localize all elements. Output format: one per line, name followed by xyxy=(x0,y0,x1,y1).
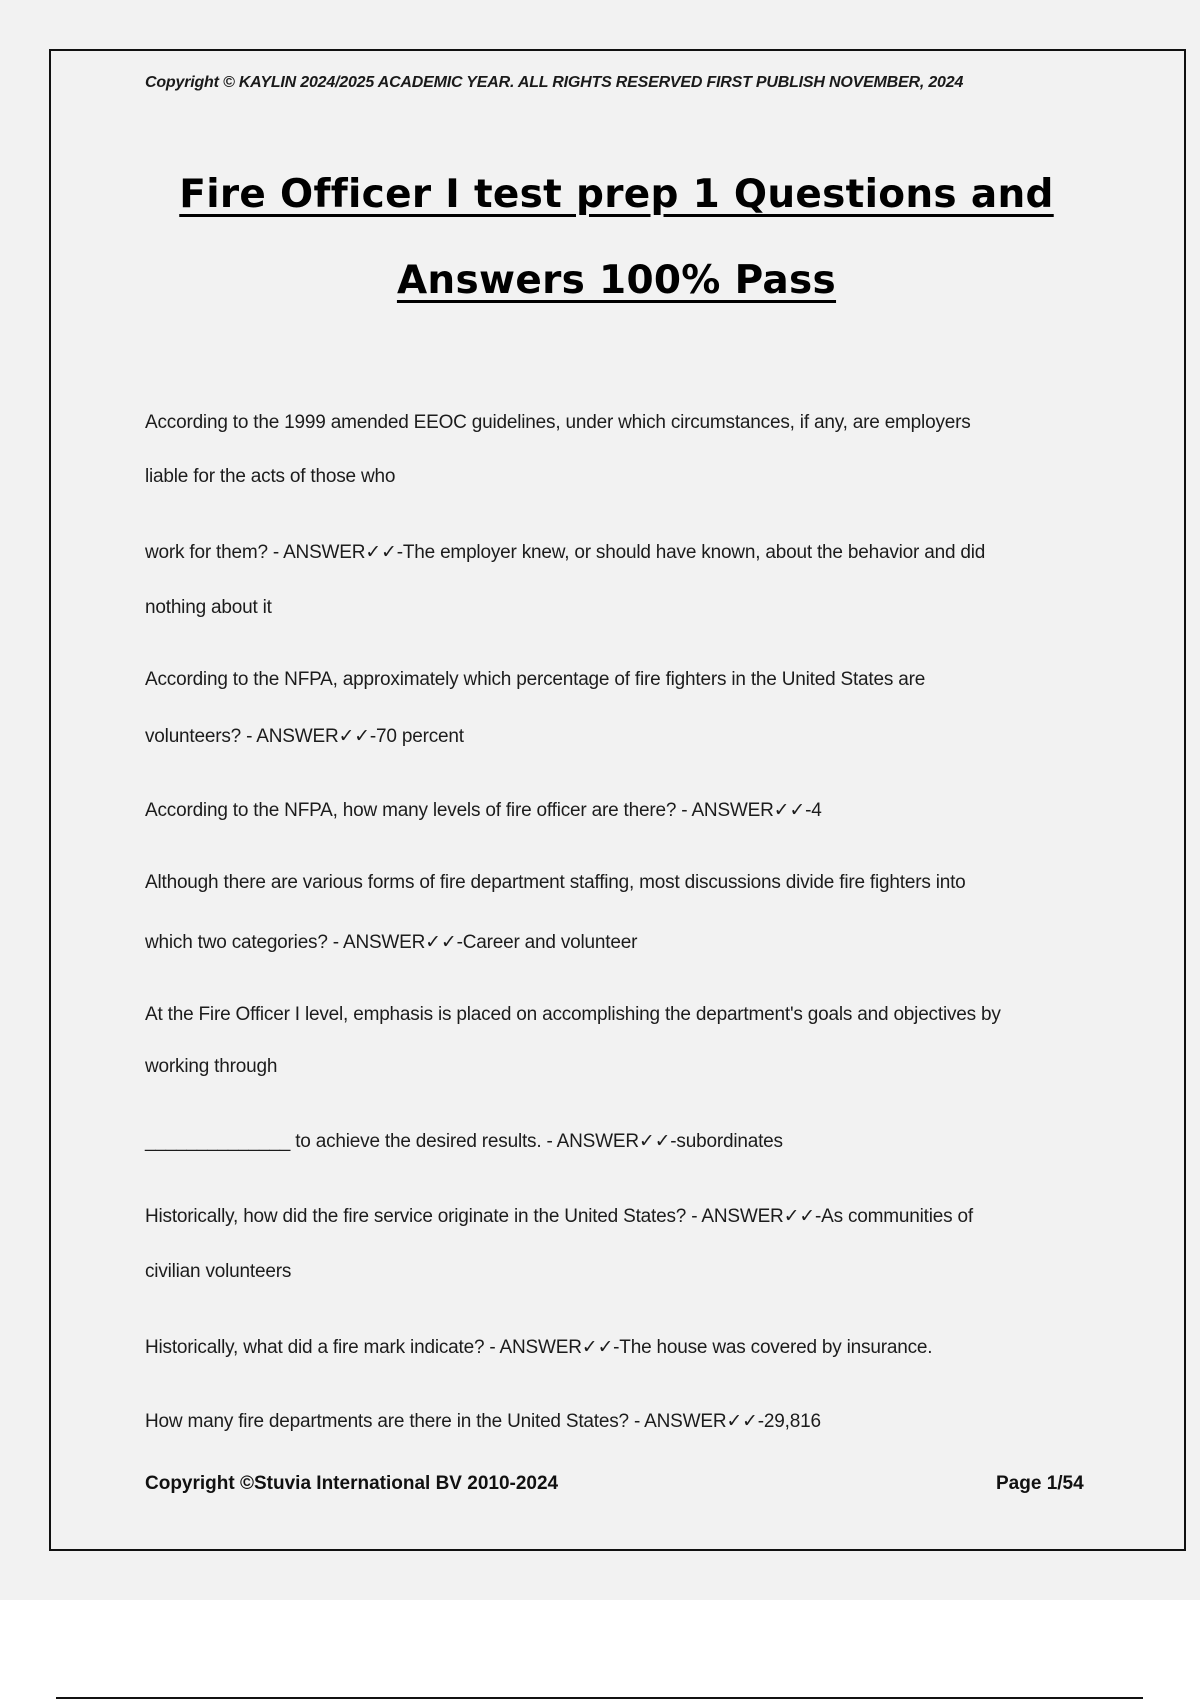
body-line: Historically, what did a fire mark indicate? - ANSWER✓✓-The house was covered by insurance. xyxy=(145,1337,933,1358)
body-line: working through xyxy=(145,1056,278,1077)
body-line: According to the NFPA, approximately which percentage of fire fighters in the United States are xyxy=(145,669,926,690)
body-line: ______________ to achieve the desired results. - ANSWER✓✓-subordinates xyxy=(145,1131,783,1152)
document-title-line-2: Answers 100% Pass xyxy=(396,258,837,303)
footer-copyright: Copyright ©Stuvia International BV 2010-2024 xyxy=(145,1473,559,1494)
body-line: nothing about it xyxy=(145,597,272,618)
body-line: At the Fire Officer I level, emphasis is placed on accomplishing the department's goals and objectives by xyxy=(145,1004,1001,1025)
body-line: work for them? - ANSWER✓✓-The employer knew, or should have known, about the behavior and did xyxy=(145,542,986,563)
header-copyright: Copyright © KAYLIN 2024/2025 ACADEMIC YEAR. ALL RIGHTS RESERVED FIRST PUBLISH NOVEMBER, 2024 xyxy=(145,74,964,91)
body-line: Historically, how did the fire service originate in the United States? - ANSWER✓✓-As communities of xyxy=(145,1206,973,1227)
body-line: How many fire departments are there in the United States? - ANSWER✓✓-29,816 xyxy=(145,1411,821,1432)
document-title-line-1: Fire Officer I test prep 1 Questions and xyxy=(179,172,1054,217)
page-number: Page 1/54 xyxy=(996,1473,1084,1494)
next-page-divider xyxy=(56,1697,1143,1699)
body-line: Although there are various forms of fire department staffing, most discussions divide fire fighters into xyxy=(145,872,966,893)
body-line: volunteers? - ANSWER✓✓-70 percent xyxy=(145,726,464,747)
body-line: According to the NFPA, how many levels of fire officer are there? - ANSWER✓✓-4 xyxy=(145,800,822,821)
body-line: liable for the acts of those who xyxy=(145,466,396,487)
body-line: civilian volunteers xyxy=(145,1261,292,1282)
body-line: According to the 1999 amended EEOC guidelines, under which circumstances, if any, are employers xyxy=(145,412,971,433)
body-line: which two categories? - ANSWER✓✓-Career and volunteer xyxy=(145,932,638,953)
